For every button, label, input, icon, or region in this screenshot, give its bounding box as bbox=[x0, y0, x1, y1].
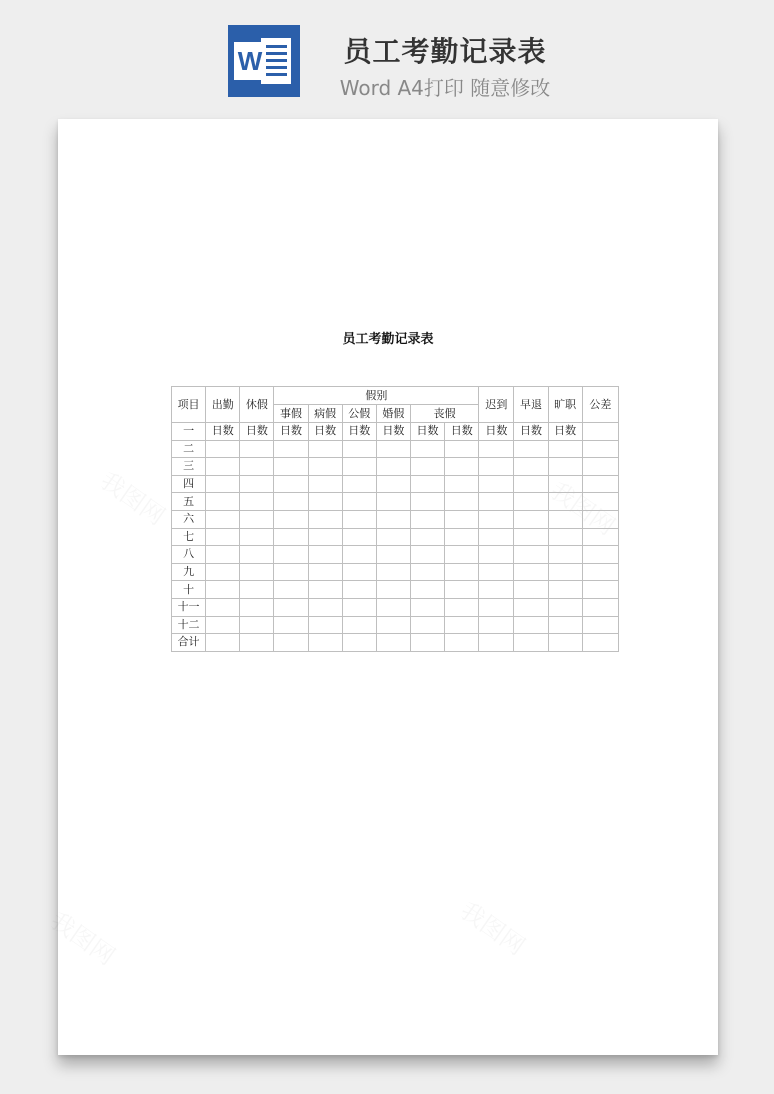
table-cell[interactable] bbox=[514, 510, 548, 528]
table-cell[interactable] bbox=[274, 528, 308, 546]
table-cell[interactable] bbox=[548, 563, 582, 581]
table-cell[interactable] bbox=[206, 510, 240, 528]
unit-label-cell: 日数 bbox=[445, 423, 479, 441]
table-cell[interactable] bbox=[308, 493, 342, 511]
unit-label-cell: 日数 bbox=[274, 423, 308, 441]
table-cell[interactable] bbox=[479, 598, 514, 616]
table-cell[interactable] bbox=[514, 458, 548, 476]
table-cell[interactable] bbox=[445, 634, 479, 652]
table-cell[interactable] bbox=[274, 458, 308, 476]
table-cell[interactable] bbox=[308, 510, 342, 528]
unit-label-cell: 日数 bbox=[376, 423, 410, 441]
unit-label-cell: 日数 bbox=[410, 423, 444, 441]
table-cell[interactable] bbox=[342, 634, 376, 652]
word-icon bbox=[228, 25, 300, 97]
table-cell[interactable] bbox=[308, 440, 342, 458]
header-personal-leave: 事假 bbox=[274, 405, 308, 423]
table-row bbox=[172, 493, 619, 511]
table-cell[interactable] bbox=[445, 475, 479, 493]
table-cell[interactable] bbox=[582, 563, 618, 581]
table-cell[interactable] bbox=[376, 475, 410, 493]
row-label: 三 bbox=[172, 458, 206, 476]
table-cell[interactable] bbox=[274, 475, 308, 493]
table-cell[interactable] bbox=[445, 528, 479, 546]
table-cell[interactable] bbox=[514, 581, 548, 599]
table-cell[interactable] bbox=[376, 546, 410, 564]
header-item: 项目 bbox=[172, 387, 206, 423]
table-row bbox=[172, 510, 619, 528]
table-cell[interactable] bbox=[582, 493, 618, 511]
table-cell[interactable] bbox=[342, 563, 376, 581]
table-cell[interactable] bbox=[240, 510, 274, 528]
table-cell[interactable] bbox=[582, 440, 618, 458]
table-cell[interactable] bbox=[479, 563, 514, 581]
table-cell[interactable] bbox=[240, 616, 274, 634]
header-absent: 旷职 bbox=[548, 387, 582, 423]
table-cell[interactable] bbox=[410, 581, 444, 599]
table-row bbox=[172, 634, 619, 652]
table-cell[interactable] bbox=[582, 510, 618, 528]
table-cell[interactable] bbox=[445, 440, 479, 458]
table-cell[interactable] bbox=[548, 458, 582, 476]
header-early: 早退 bbox=[514, 387, 548, 423]
table-cell[interactable] bbox=[548, 546, 582, 564]
table-cell[interactable] bbox=[342, 493, 376, 511]
table-cell[interactable] bbox=[240, 528, 274, 546]
table-cell[interactable] bbox=[479, 546, 514, 564]
table-cell[interactable] bbox=[308, 528, 342, 546]
table-cell[interactable] bbox=[240, 440, 274, 458]
table-cell[interactable] bbox=[240, 598, 274, 616]
table-cell[interactable] bbox=[274, 634, 308, 652]
row-label: 二 bbox=[172, 440, 206, 458]
table-cell[interactable] bbox=[582, 634, 618, 652]
header-public-leave: 公假 bbox=[342, 405, 376, 423]
table-cell[interactable] bbox=[206, 546, 240, 564]
table-row bbox=[172, 440, 619, 458]
table-cell[interactable] bbox=[308, 634, 342, 652]
table-row bbox=[172, 423, 619, 441]
table-cell[interactable] bbox=[410, 616, 444, 634]
table-cell[interactable] bbox=[342, 475, 376, 493]
table-cell[interactable] bbox=[410, 528, 444, 546]
table-cell[interactable] bbox=[514, 528, 548, 546]
table-cell[interactable] bbox=[514, 598, 548, 616]
table-cell[interactable] bbox=[582, 458, 618, 476]
unit-label-cell: 日数 bbox=[342, 423, 376, 441]
table-cell[interactable] bbox=[274, 581, 308, 599]
table-cell[interactable] bbox=[514, 493, 548, 511]
table-cell[interactable] bbox=[376, 510, 410, 528]
document-page bbox=[58, 119, 718, 1055]
table-cell[interactable] bbox=[514, 440, 548, 458]
table-cell[interactable] bbox=[445, 510, 479, 528]
table-cell[interactable] bbox=[206, 563, 240, 581]
table-row bbox=[172, 528, 619, 546]
header-title: 员工考勤记录表 bbox=[343, 35, 547, 68]
table-cell[interactable] bbox=[376, 563, 410, 581]
document-title: 员工考勤记录表 bbox=[342, 332, 434, 347]
table-cell[interactable] bbox=[410, 563, 444, 581]
header-business: 公差 bbox=[582, 387, 618, 423]
header-funeral-leave: 丧假 bbox=[410, 405, 478, 423]
header-sick-leave: 病假 bbox=[308, 405, 342, 423]
table-cell[interactable] bbox=[240, 458, 274, 476]
table-cell[interactable] bbox=[410, 475, 444, 493]
table-cell[interactable] bbox=[445, 458, 479, 476]
table-cell[interactable] bbox=[376, 458, 410, 476]
table-cell[interactable] bbox=[308, 475, 342, 493]
table-cell[interactable] bbox=[308, 563, 342, 581]
table-cell[interactable] bbox=[548, 598, 582, 616]
table-cell[interactable] bbox=[479, 475, 514, 493]
row-label: 十二 bbox=[172, 616, 206, 634]
table-cell[interactable] bbox=[206, 493, 240, 511]
table-cell[interactable] bbox=[206, 475, 240, 493]
table-cell[interactable] bbox=[514, 634, 548, 652]
table-cell[interactable] bbox=[342, 458, 376, 476]
table-cell[interactable] bbox=[308, 546, 342, 564]
table-cell[interactable] bbox=[582, 528, 618, 546]
table-cell[interactable] bbox=[206, 458, 240, 476]
table-cell[interactable] bbox=[274, 616, 308, 634]
table-cell[interactable] bbox=[479, 581, 514, 599]
table-cell[interactable] bbox=[308, 458, 342, 476]
table-cell[interactable] bbox=[410, 634, 444, 652]
table-cell[interactable] bbox=[410, 510, 444, 528]
row-label: 八 bbox=[172, 546, 206, 564]
table-cell[interactable] bbox=[274, 440, 308, 458]
table-cell[interactable] bbox=[376, 616, 410, 634]
row-label: 九 bbox=[172, 563, 206, 581]
row-label: 一 bbox=[172, 423, 206, 441]
table-cell[interactable] bbox=[410, 598, 444, 616]
row-label: 十一 bbox=[172, 598, 206, 616]
table-cell[interactable] bbox=[342, 581, 376, 599]
table-cell[interactable] bbox=[206, 634, 240, 652]
table-cell[interactable] bbox=[445, 616, 479, 634]
table-cell[interactable] bbox=[240, 475, 274, 493]
table-cell[interactable] bbox=[445, 546, 479, 564]
table-cell[interactable] bbox=[479, 440, 514, 458]
table-row bbox=[172, 475, 619, 493]
row-label: 七 bbox=[172, 528, 206, 546]
unit-label-cell: 日数 bbox=[206, 423, 240, 441]
table-cell[interactable] bbox=[548, 634, 582, 652]
table-cell[interactable] bbox=[514, 475, 548, 493]
watermark bbox=[454, 892, 533, 962]
table-cell[interactable] bbox=[308, 581, 342, 599]
table-cell[interactable] bbox=[582, 581, 618, 599]
unit-label-cell: 日数 bbox=[240, 423, 274, 441]
table-cell[interactable] bbox=[548, 581, 582, 599]
table-cell[interactable] bbox=[514, 546, 548, 564]
table-cell[interactable] bbox=[410, 546, 444, 564]
table-cell[interactable] bbox=[582, 423, 618, 441]
row-label: 六 bbox=[172, 510, 206, 528]
table-cell[interactable] bbox=[342, 510, 376, 528]
table-cell[interactable] bbox=[548, 616, 582, 634]
row-label: 十 bbox=[172, 581, 206, 599]
table-row bbox=[172, 616, 619, 634]
table-cell[interactable] bbox=[342, 598, 376, 616]
header-leave-type: 假别 bbox=[274, 387, 479, 405]
table-cell[interactable] bbox=[206, 598, 240, 616]
table-cell[interactable] bbox=[342, 546, 376, 564]
table-row bbox=[172, 563, 619, 581]
table-cell[interactable] bbox=[548, 440, 582, 458]
table-cell[interactable] bbox=[445, 493, 479, 511]
table-cell[interactable] bbox=[274, 493, 308, 511]
table-cell[interactable] bbox=[376, 493, 410, 511]
table-cell[interactable] bbox=[479, 528, 514, 546]
table-cell[interactable] bbox=[206, 581, 240, 599]
table-cell[interactable] bbox=[548, 510, 582, 528]
header-subtitle: Word A4打印 随意修改 bbox=[339, 76, 551, 100]
table-cell[interactable] bbox=[410, 458, 444, 476]
unit-label-cell: 日数 bbox=[479, 423, 514, 441]
table-cell[interactable] bbox=[548, 493, 582, 511]
table-cell[interactable] bbox=[342, 528, 376, 546]
table-cell[interactable] bbox=[240, 563, 274, 581]
row-label: 五 bbox=[172, 493, 206, 511]
table-cell[interactable] bbox=[376, 634, 410, 652]
table-cell[interactable] bbox=[479, 510, 514, 528]
table-cell[interactable] bbox=[548, 475, 582, 493]
table-cell[interactable] bbox=[240, 546, 274, 564]
table-header-row bbox=[172, 387, 619, 405]
table-row bbox=[172, 458, 619, 476]
table-cell[interactable] bbox=[548, 528, 582, 546]
header-late: 迟到 bbox=[479, 387, 514, 423]
table-cell[interactable] bbox=[376, 440, 410, 458]
table-row bbox=[172, 598, 619, 616]
table-cell[interactable] bbox=[342, 440, 376, 458]
attendance-table bbox=[171, 386, 619, 652]
table-cell[interactable] bbox=[206, 528, 240, 546]
table-cell[interactable] bbox=[376, 528, 410, 546]
table-cell[interactable] bbox=[582, 475, 618, 493]
table-cell[interactable] bbox=[308, 598, 342, 616]
table-cell[interactable] bbox=[410, 440, 444, 458]
svg-text:W: W bbox=[237, 46, 263, 76]
table-cell[interactable] bbox=[582, 616, 618, 634]
table-cell[interactable] bbox=[479, 458, 514, 476]
header-marriage-leave: 婚假 bbox=[376, 405, 410, 423]
table-cell[interactable] bbox=[514, 616, 548, 634]
table-cell[interactable] bbox=[376, 581, 410, 599]
table-cell[interactable] bbox=[479, 616, 514, 634]
table-cell[interactable] bbox=[582, 546, 618, 564]
table-cell[interactable] bbox=[445, 581, 479, 599]
table-cell[interactable] bbox=[274, 563, 308, 581]
table-cell[interactable] bbox=[445, 598, 479, 616]
unit-label-cell: 日数 bbox=[514, 423, 548, 441]
unit-label-cell: 日数 bbox=[308, 423, 342, 441]
table-cell[interactable] bbox=[240, 581, 274, 599]
table-cell[interactable] bbox=[582, 598, 618, 616]
table-cell[interactable] bbox=[274, 510, 308, 528]
table-cell[interactable] bbox=[445, 563, 479, 581]
table-row bbox=[172, 546, 619, 564]
table-cell[interactable] bbox=[240, 493, 274, 511]
table-cell[interactable] bbox=[240, 634, 274, 652]
table-row bbox=[172, 581, 619, 599]
table-cell[interactable] bbox=[274, 546, 308, 564]
table-cell[interactable] bbox=[342, 616, 376, 634]
table-cell[interactable] bbox=[410, 493, 444, 511]
row-label: 合计 bbox=[172, 634, 206, 652]
row-label: 四 bbox=[172, 475, 206, 493]
table-cell[interactable] bbox=[308, 616, 342, 634]
table-cell[interactable] bbox=[479, 493, 514, 511]
table-cell[interactable] bbox=[206, 440, 240, 458]
header-rest: 休假 bbox=[240, 387, 274, 423]
table-cell[interactable] bbox=[479, 634, 514, 652]
header-attendance: 出勤 bbox=[206, 387, 240, 423]
table-cell[interactable] bbox=[514, 563, 548, 581]
table-cell[interactable] bbox=[274, 598, 308, 616]
watermark bbox=[44, 902, 123, 972]
table-cell[interactable] bbox=[376, 598, 410, 616]
table-cell[interactable] bbox=[206, 616, 240, 634]
watermark bbox=[94, 462, 173, 532]
unit-label-cell: 日数 bbox=[548, 423, 582, 441]
